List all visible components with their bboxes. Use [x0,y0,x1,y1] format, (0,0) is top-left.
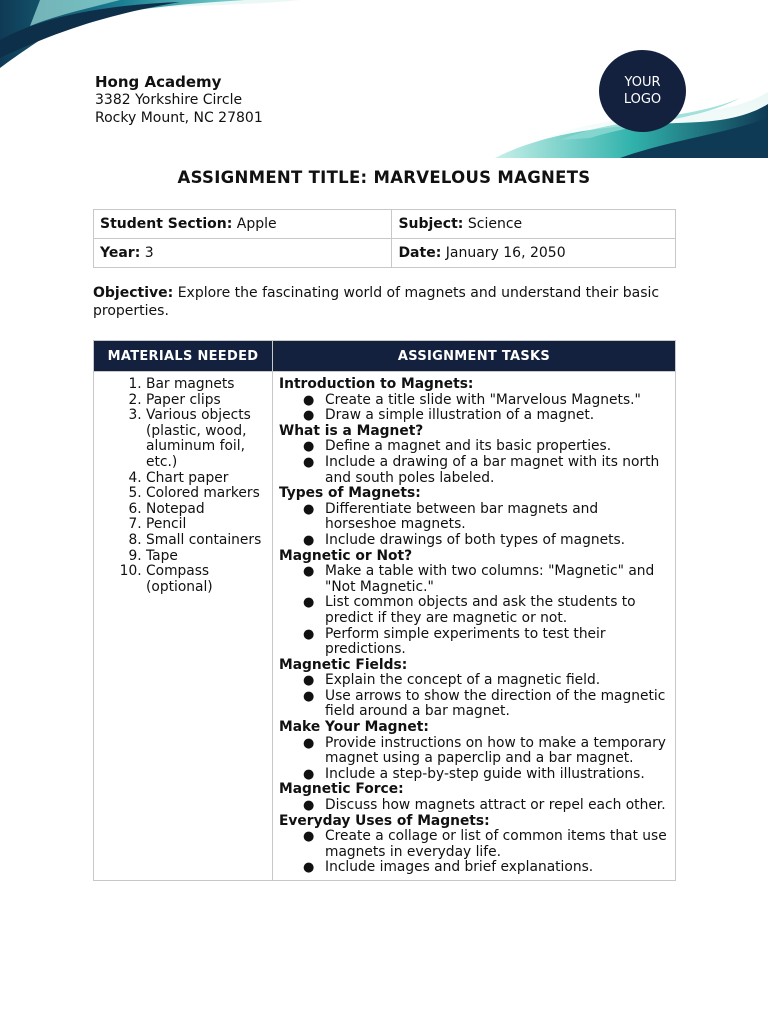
task-item: ● Include a drawing of a bar magnet with its north and south poles labeled. [325,455,669,486]
task-item: ● Draw a simple illustration of a magnet. [325,408,669,424]
task-list [279,439,669,486]
subject-value: Science [467,216,523,232]
tasks-cell [273,372,676,881]
address-line-1: 3382 Yorkshire Circle [95,92,243,108]
year-cell [94,239,392,268]
objective-text: Explore the fascinating world of magnets and understand their basic properties. [93,285,660,319]
date-value: January 16, 2050 [445,245,566,261]
materials-header: MATERIALS NEEDED [94,341,273,372]
objective-label: Objective: [93,285,174,301]
task-section-title: Types of Magnets: [279,485,421,502]
student-section-value: Apple [236,216,277,232]
logo-placeholder [599,50,686,132]
year-label: Year: [100,245,141,261]
task-list [279,393,669,424]
task-item: ● Include images and brief explanations. [325,860,669,876]
material-item: 2. Paper clips [146,393,266,409]
materials-list [100,377,266,595]
task-section-title: Everyday Uses of Magnets: [279,812,490,829]
material-item: 9. Tape [146,549,266,565]
assignment-title: ASSIGNMENT TITLE: MARVELOUS MAGNETS [177,168,591,187]
task-list [279,564,669,658]
date-cell [392,239,676,268]
task-item: ● Include drawings of both types of magnets. [325,533,669,549]
subject-label: Subject: [398,216,464,232]
task-section-title: Make Your Magnet: [279,719,429,736]
task-item: ● Differentiate between bar magnets and horseshoe magnets. [325,502,669,533]
logo-text: YOUR LOGO [623,75,662,107]
task-item: ● Use arrows to show the direction of the magnetic field around a bar magnet. [325,689,669,720]
task-section-title: Magnetic or Not? [279,547,413,564]
task-list [279,502,669,549]
school-address-block [95,73,263,127]
task-section-title: Introduction to Magnets: [279,376,474,392]
task-list [279,798,669,814]
materials-cell [94,372,273,881]
materials-tasks-table [93,340,676,881]
material-item: 6. Notepad [146,502,266,518]
task-item: ● Explain the concept of a magnetic field. [325,673,669,689]
material-item: 10. Compass (optional) [146,564,266,595]
address-line-2: Rocky Mount, NC 27801 [95,110,263,126]
school-name: Hong Academy [95,73,222,91]
assignment-info-table [93,209,676,268]
task-list [279,829,669,876]
subject-cell [392,210,676,239]
material-item: 5. Colored markers [146,486,266,502]
task-list [279,736,669,783]
date-label: Date: [398,245,442,261]
material-item: 7. Pencil [146,517,266,533]
student-section-cell [94,210,392,239]
task-item: ● Create a title slide with "Marvelous Magnets." [325,393,669,409]
task-section-title: Magnetic Fields: [279,656,408,673]
task-item: ● Create a collage or list of common items that use magnets in everyday life. [325,829,669,860]
material-item: 8. Small containers [146,533,266,549]
material-item: 1. Bar magnets [146,377,266,393]
task-item: ● Define a magnet and its basic properties. [325,439,669,455]
objective-paragraph [93,284,678,320]
material-item: 4. Chart paper [146,471,266,487]
task-item: ● Provide instructions on how to make a temporary magnet using a paperclip and a bar magnet. [325,736,669,767]
year-value: 3 [144,245,154,261]
task-item: ● Perform simple experiments to test their predictions. [325,627,669,658]
student-section-label: Student Section: [100,216,233,232]
material-item: 3. Various objects (plastic, wood, aluminum foil, etc.) [146,408,266,470]
task-item: ● Discuss how magnets attract or repel each other. [325,798,669,814]
task-section-title: What is a Magnet? [279,422,424,439]
task-item: ● List common objects and ask the students to predict if they are magnetic or not. [325,595,669,626]
task-item: ● Make a table with two columns: "Magnetic" and "Not Magnetic." [325,564,669,595]
task-list [279,673,669,720]
task-item: ● Include a step-by-step guide with illustrations. [325,767,669,783]
task-section-title: Magnetic Force: [279,781,404,798]
tasks-header: ASSIGNMENT TASKS [273,341,676,372]
